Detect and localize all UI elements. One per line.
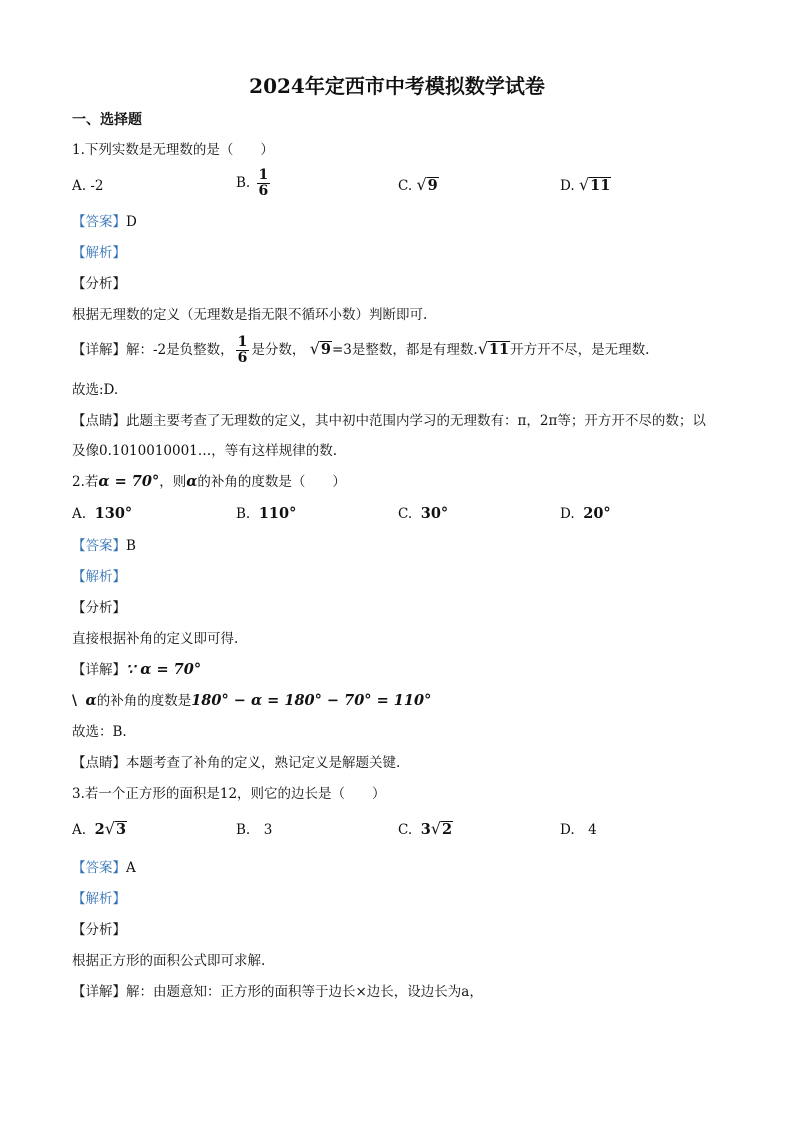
dianjing-label: 【点睛】 — [72, 413, 126, 429]
q1-option-b — [236, 168, 272, 199]
q3-fenxi-text: 根据正方形的面积公式即可求解. — [72, 953, 266, 969]
q2-stem-pre: 2.若 — [72, 474, 99, 490]
q3-xiangjie — [72, 982, 483, 1002]
xiangjie-label: 【详解】 — [72, 984, 126, 1000]
q2-stem-math: α = 70° — [98, 473, 160, 490]
fraction-one-sixth — [236, 335, 250, 366]
sqrt-symbol: √ 2 — [430, 819, 453, 838]
q2-option-b — [236, 504, 296, 524]
q3-answer — [72, 858, 136, 878]
answer-value: A — [126, 860, 136, 876]
xiangjie-math: ∵ α = 70° — [126, 661, 202, 678]
sqrt-symbol: √ 9 — [309, 339, 331, 358]
sqrt-symbol: √ 11 — [578, 175, 611, 194]
alpha-symbol: α — [85, 692, 97, 709]
option-label: D. — [560, 506, 575, 522]
dianjing-text: 本题考查了补角的定义，熟记定义是解题关键. — [126, 755, 401, 771]
coefficient: 2 — [94, 821, 105, 838]
sqrt-symbol: √ 11 — [477, 339, 510, 358]
xiangjie-text-1: 解：-2是负整数， — [126, 342, 234, 358]
fraction-denominator: 6 — [237, 350, 248, 366]
coefficient: 3 — [420, 821, 431, 838]
q2-answer — [72, 536, 136, 556]
q1-option-d-label: D. — [560, 178, 575, 194]
radicand: 11 — [590, 177, 611, 194]
q1-conclusion: 故选:D. — [72, 382, 119, 398]
q1-fenxi-text: 根据无理数的定义（无理数是指无限不循环小数）判断即可. — [72, 307, 428, 323]
q2-stem-post: 的补角的度数是（ ） — [197, 474, 346, 490]
q1-stem: 1.下列实数是无理数的是（ ） — [72, 142, 274, 158]
xiangjie-text: 解：由题意知：正方形的面积等于边长×边长，设边长为a， — [126, 984, 483, 1000]
option-value: 30° — [420, 505, 449, 522]
option-label: A. — [72, 506, 87, 522]
q1-fenxi-label: 【分析】 — [72, 276, 126, 292]
fraction-numerator: 1 — [237, 334, 248, 350]
option-value: 20° — [583, 505, 611, 522]
xiangjie-text-3: =3是整数，都是有理数. — [332, 342, 478, 358]
xiangjie-text: 的补角的度数是 — [96, 693, 192, 709]
q3-option-b: B. 3 — [236, 822, 273, 838]
fraction-numerator: 1 — [258, 167, 269, 183]
q2-dianjing — [72, 753, 400, 773]
q2-fenxi-label: 【分析】 — [72, 600, 126, 616]
radicand: 2 — [442, 821, 453, 838]
q1-jiexi-label: 【解析】 — [72, 245, 126, 261]
radicand: 9 — [320, 341, 331, 358]
sqrt-symbol: √ 9 — [416, 175, 438, 194]
section-heading: 一、选择题 — [72, 112, 142, 128]
q2-stem-mid: ，则 — [159, 474, 187, 490]
option-label: B. — [236, 506, 251, 522]
radicand: 3 — [115, 821, 127, 838]
q1-option-c-label: C. — [398, 178, 413, 194]
answer-value: B — [126, 538, 136, 554]
q3-option-d: D. 4 — [560, 822, 597, 838]
xiangjie-label: 【详解】 — [72, 342, 126, 358]
answer-label: 【答案】 — [72, 214, 126, 230]
option-value: 110° — [258, 505, 297, 522]
q1-dianjing-2: 及像0.1010010001…，等有这样规律的数. — [72, 443, 338, 459]
answer-value: D — [126, 214, 137, 230]
q2-option-d — [560, 504, 611, 524]
xiangjie-math: 180° − α = 180° − 70° = 110° — [191, 692, 432, 709]
q2-conclusion: 故选：B. — [72, 724, 127, 740]
q3-option-a — [72, 820, 127, 840]
q1-dianjing-1 — [72, 411, 706, 431]
q1-option-c — [398, 176, 439, 196]
answer-label: 【答案】 — [72, 538, 126, 554]
xiangjie-text-4: 开方开不尽，是无理数. — [510, 342, 650, 358]
q1-option-b-fraction — [257, 168, 271, 199]
radicand: 11 — [488, 341, 510, 358]
q2-stem — [72, 472, 346, 492]
q2-option-a — [72, 504, 132, 524]
q2-xiangjie-1 — [72, 660, 201, 680]
sqrt-symbol: √ 3 — [104, 819, 127, 838]
q3-fenxi-label: 【分析】 — [72, 922, 126, 938]
dianjing-text: 此题主要考查了无理数的定义，其中初中范围内学习的无理数有：π，2π等；开方开不尽的数；以 — [126, 413, 706, 429]
q1-option-d — [560, 176, 611, 196]
q3-stem: 3.若一个正方形的面积是12，则它的边长是（ ） — [72, 786, 386, 802]
q1-option-a: A. -2 — [72, 178, 104, 194]
q1-option-b-label: B. — [236, 175, 251, 191]
answer-label: 【答案】 — [72, 860, 126, 876]
q3-option-c — [398, 820, 453, 840]
q2-fenxi-text: 直接根据补角的定义即可得. — [72, 631, 239, 647]
fraction-denominator: 6 — [258, 183, 269, 199]
q1-answer — [72, 212, 137, 232]
option-label: C. — [398, 506, 413, 522]
q1-xiangjie — [72, 333, 649, 367]
q2-jiexi-label: 【解析】 — [72, 569, 126, 585]
therefore-symbol: \ — [72, 693, 77, 709]
option-label: A. — [72, 822, 87, 838]
q2-xiangjie-2 — [72, 691, 431, 711]
option-value: 130° — [94, 505, 133, 522]
option-label: C. — [398, 822, 413, 838]
q3-jiexi-label: 【解析】 — [72, 891, 126, 907]
q2-option-c — [398, 504, 448, 524]
xiangjie-label: 【详解】 — [72, 662, 126, 678]
xiangjie-text-2: 是分数， — [251, 342, 306, 358]
radicand: 9 — [427, 177, 438, 194]
dianjing-label: 【点睛】 — [72, 755, 126, 771]
page-title: 2024年定西市中考模拟数学试卷 — [249, 74, 545, 98]
alpha-symbol: α — [186, 473, 198, 490]
